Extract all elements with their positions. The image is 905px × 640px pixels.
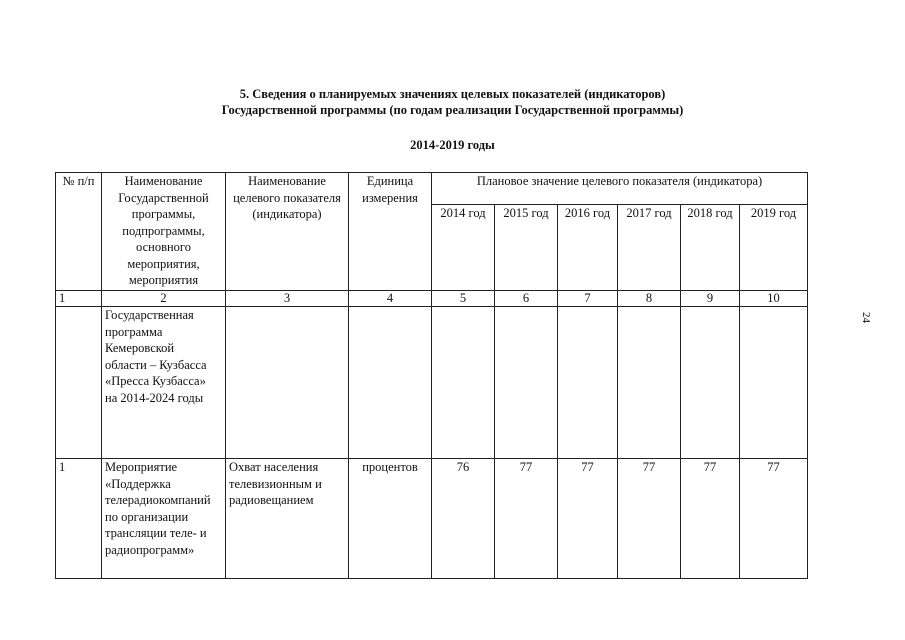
column-number: 8 [618, 291, 681, 307]
row-value [495, 307, 558, 459]
column-number: 3 [226, 291, 349, 307]
document-title-line-1: 5. Сведения о планируемых значениях целевых показателей (индикаторов) [239, 87, 666, 101]
document-period: 2014-2019 годы [410, 138, 495, 152]
header-planned-value: Плановое значение целевого показателя (индикатора) [432, 173, 808, 205]
header-year: 2016 год [558, 205, 618, 291]
column-number: 5 [432, 291, 495, 307]
header-indicator: Наименование целевого показателя (индикатора) [226, 173, 349, 291]
header-num: № п/п [56, 173, 102, 291]
column-number: 1 [56, 291, 102, 307]
column-number: 7 [558, 291, 618, 307]
page-number: 24 [860, 312, 872, 323]
header-year: 2019 год [740, 205, 808, 291]
row-value: 77 [740, 459, 808, 579]
column-number: 4 [349, 291, 432, 307]
row-value: 77 [618, 459, 681, 579]
column-number: 2 [102, 291, 226, 307]
indicators-table [55, 172, 808, 579]
row-value [618, 307, 681, 459]
row-unit [349, 307, 432, 459]
row-unit: процентов [349, 459, 432, 579]
header-year: 2018 год [681, 205, 740, 291]
row-value [558, 307, 618, 459]
column-number: 6 [495, 291, 558, 307]
row-value [681, 307, 740, 459]
header-year: 2015 год [495, 205, 558, 291]
column-number: 10 [740, 291, 808, 307]
column-number: 9 [681, 291, 740, 307]
row-indicator [226, 307, 349, 459]
row-value: 76 [432, 459, 495, 579]
row-value [432, 307, 495, 459]
column-number-row [56, 291, 808, 307]
table-row [56, 459, 808, 579]
row-indicator: Охват населения телевизионным и радиовещанием [226, 459, 349, 579]
row-program: Государственная программа Кемеровской области – Кузбасса «Пресса Кузбасса» на 2014-2024 годы [102, 307, 226, 459]
row-num: 1 [56, 459, 102, 579]
header-unit: Единица измерения [349, 173, 432, 291]
row-num [56, 307, 102, 459]
row-value: 77 [558, 459, 618, 579]
table-row [56, 307, 808, 459]
row-value: 77 [681, 459, 740, 579]
row-value [740, 307, 808, 459]
row-program: Мероприятие «Поддержка телерадиокомпаний по организации трансляции теле- и радиопрограмм» [102, 459, 226, 579]
row-value: 77 [495, 459, 558, 579]
header-program: Наименование Государственной программы, подпрограммы, основного мероприятия, мероприятия [102, 173, 226, 291]
header-year: 2017 год [618, 205, 681, 291]
header-year: 2014 год [432, 205, 495, 291]
document-title-line-2: Государственной программы (по годам реализации Государственной программы) [221, 103, 684, 117]
